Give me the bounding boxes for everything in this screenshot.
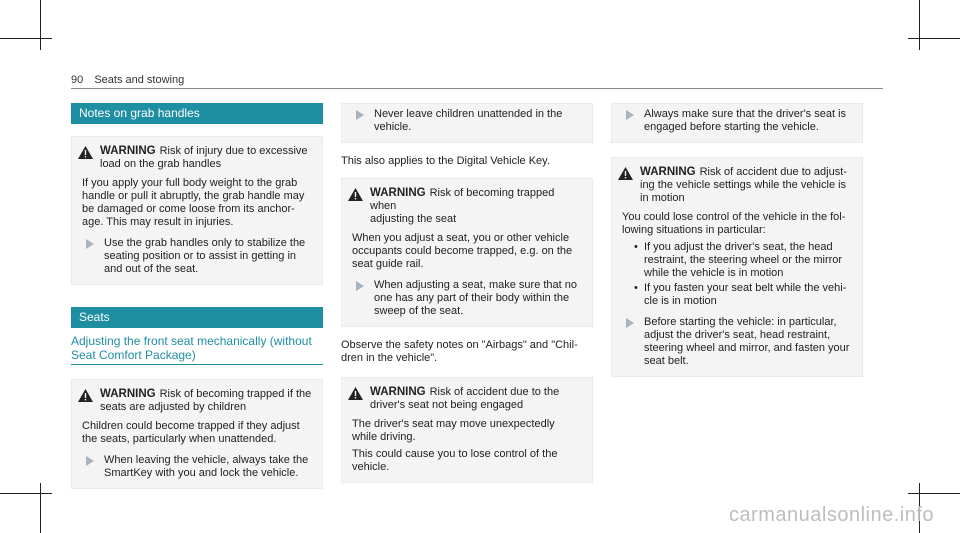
warning-text: You could lose control of the vehicle in the fol-lowing situations in particular:: [622, 211, 846, 236]
instruction-step: [352, 279, 582, 318]
header-divider: [71, 88, 883, 89]
warning-heading: Risk of becoming trapped if the: [159, 388, 312, 400]
subsection-title: Adjusting the front seat mechanically (without Seat Comfort Package): [71, 334, 323, 365]
warning-text: This could cause you to lose control of the vehicle.: [352, 448, 558, 473]
section-title: Seats and stowing: [94, 74, 185, 86]
step-arrow-icon: [626, 110, 634, 120]
warning-triangle-icon: [348, 188, 363, 201]
crop-mark: [0, 38, 52, 39]
warning-heading: Risk of accident due to adjust-: [699, 166, 847, 178]
step-arrow-icon: [86, 239, 94, 249]
warning-triangle-icon: [618, 167, 633, 180]
warning-label: WARNING: [370, 386, 426, 398]
step-arrow-icon: [86, 456, 94, 466]
paragraph: This also applies to the Digital Vehicle Key.: [341, 155, 550, 167]
warning-heading: Risk of injury due to excessive: [159, 145, 308, 157]
list-item: • If you adjust the driver's seat, the head restraint, the steering wheel or the mirror while the vehicle is in motion: [634, 241, 852, 280]
warning-heading: Risk of becoming trapped when: [370, 187, 555, 212]
step-arrow-icon: [356, 110, 364, 120]
warning-box: [341, 377, 593, 483]
warning-label: WARNING: [100, 145, 156, 157]
step-arrow-icon: [356, 281, 364, 291]
warning-heading: load on the grab handles: [100, 158, 222, 170]
warning-triangle-icon: [348, 387, 363, 400]
crop-mark: [40, 0, 41, 50]
warning-box-continued: [611, 103, 863, 143]
crop-mark: [908, 38, 960, 39]
paragraph: Observe the safety notes on "Airbags" and "Chil-dren in the vehicle".: [341, 339, 578, 364]
step-arrow-icon: [626, 318, 634, 328]
section-bar-seats: Seats: [71, 307, 323, 328]
page-number: 90: [71, 74, 84, 86]
warning-box: [71, 379, 323, 489]
page-header: [71, 74, 184, 86]
warning-heading: in motion: [640, 192, 685, 204]
bullet-list: [634, 241, 852, 308]
warning-text: Children could become trapped if they adjust the seats, particularly when unattended.: [82, 420, 300, 445]
warning-label: WARNING: [370, 187, 426, 199]
warning-text: When you adjust a seat, you or other vehicle occupants could become trapped, e.g. on the seat guide rail.: [352, 232, 573, 270]
crop-mark: [908, 493, 960, 494]
crop-mark: [40, 483, 41, 533]
instruction-step: [352, 108, 582, 134]
warning-label: WARNING: [640, 166, 696, 178]
warning-triangle-icon: [78, 389, 93, 402]
warning-box: [611, 157, 863, 377]
warning-heading: ing the vehicle settings while the vehicle is: [640, 179, 847, 191]
warning-heading: driver's seat not being engaged: [370, 399, 524, 411]
step-text: When leaving the vehicle, always take the SmartKey with you and lock the vehicle.: [104, 454, 309, 479]
column-1: [71, 103, 323, 489]
column-2: [341, 103, 593, 483]
watermark: carmanualsonline.info: [728, 504, 934, 526]
instruction-step: [82, 454, 312, 480]
step-text: Always make sure that the driver's seat is engaged before starting the vehicle.: [644, 108, 847, 133]
step-text: Before starting the vehicle: in particular, adjust the driver's seat, head restraint, steering wheel and mirror, and fasten your seat belt.: [644, 316, 850, 367]
warning-heading: Risk of accident due to the: [429, 386, 560, 398]
warning-box: [71, 136, 323, 285]
warning-box: [341, 178, 593, 327]
instruction-step: [622, 316, 852, 368]
warning-label: WARNING: [100, 388, 156, 400]
warning-text: If you apply your full body weight to the grab handle or pull it abruptly, the grab handle may be damaged or come loose from its anchor-age. This may result in injuries.: [82, 177, 305, 228]
list-item: • If you fasten your seat belt while the vehi-cle is in motion: [634, 282, 852, 308]
crop-mark: [0, 493, 52, 494]
step-text: When adjusting a seat, make sure that no one has any part of their body within the sweep of the seat.: [374, 279, 578, 317]
instruction-step: [82, 237, 312, 276]
step-text: Use the grab handles only to stabilize the seating position or to assist in getting in and out of the seat.: [104, 237, 306, 275]
crop-mark: [919, 0, 920, 50]
warning-text: The driver's seat may move unexpectedly while driving.: [352, 418, 555, 443]
warning-heading: adjusting the seat: [370, 213, 457, 225]
section-bar-grab-handles: Notes on grab handles: [71, 103, 323, 124]
instruction-step: [622, 108, 852, 134]
step-text: Never leave children unattended in the vehicle.: [374, 108, 563, 133]
warning-triangle-icon: [78, 146, 93, 159]
column-3: [611, 103, 863, 377]
warning-box-continued: [341, 103, 593, 143]
warning-heading: seats are adjusted by children: [100, 401, 247, 413]
